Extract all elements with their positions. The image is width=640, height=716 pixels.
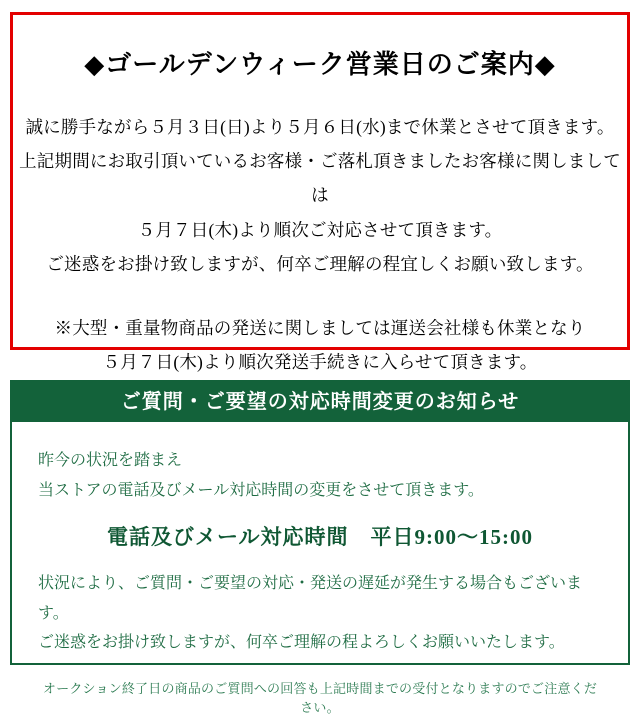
- support-hours-header: ご質問・ご要望の対応時間変更のお知らせ: [12, 382, 628, 422]
- support-hours-footnote: オークション終了日の商品のご質問への回答も上記時間までの受付となりますのでご注意ください。: [42, 680, 598, 715]
- holiday-notice-headline: ◆ゴールデンウィーク営業日のご案内◆: [84, 50, 556, 79]
- holiday-notice-spacer: [13, 281, 627, 311]
- support-hours-emphasis: 電話及びメール対応時間 平日9:00〜15:00: [106, 525, 534, 550]
- holiday-notice-note-line-1: ※大型・重量物商品の発送に関しましては運送会社様も休業となり: [54, 317, 586, 338]
- support-hours-line-3: 状況により、ご質問・ご要望の対応・発送の遅延が発生する場合もございます。: [38, 575, 583, 622]
- holiday-notice-note-line-2: ５月７日(木)より順次発送手続きに入らせて頂きます。: [102, 351, 538, 372]
- holiday-notice-line-3: ５月７日(木)より順次ご対応させて頂きます。: [137, 219, 503, 240]
- support-hours-line-2: 当ストアの電話及びメール対応時間の変更をさせて頂きます。: [38, 481, 484, 499]
- support-hours-notice-box: [10, 380, 630, 715]
- support-hours-line-4: ご迷惑をお掛け致しますが、何卒ご理解の程よろしくお願いいたします。: [38, 634, 565, 652]
- holiday-notice-line-2: 上記期間にお取引頂いているお客様・ご落札頂きましたお客様に関しましては: [19, 151, 621, 206]
- support-hours-body: [12, 422, 628, 716]
- holiday-notice-line-4: ご迷惑をお掛け致しますが、何卒ご理解の程宜しくお願い致します。: [46, 253, 594, 274]
- holiday-notice-line-1: 誠に勝手ながら５月３日(日)より５月６日(水)まで休業とさせて頂きます。: [25, 117, 615, 138]
- support-hours-line-1: 昨今の状況を踏まえ: [38, 452, 183, 469]
- holiday-notice-box: [10, 12, 630, 372]
